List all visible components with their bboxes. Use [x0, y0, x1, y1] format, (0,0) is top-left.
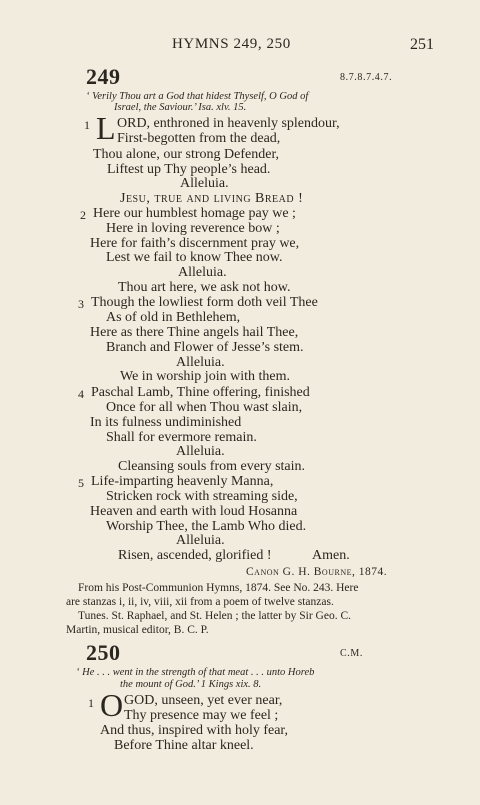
- verse-line: Alleluia.: [176, 355, 225, 370]
- verse-line: Here our humblest homage pay we ;: [93, 206, 296, 221]
- verse-line: Before Thine altar kneel.: [114, 738, 254, 753]
- verse-line: And thus, inspired with holy fear,: [100, 723, 289, 738]
- stanza-number: 1: [84, 118, 90, 132]
- verse-line: We in worship join with them.: [120, 369, 290, 384]
- hymn-249-epigraph-line: Israel, the Saviour.’ Isa. xlv. 15.: [114, 102, 247, 113]
- hymn-249-note-line: From his Post-Communion Hymns, 1874. See No. 243. Here: [78, 582, 359, 594]
- verse-line: Thou art here, we ask not how.: [118, 280, 291, 295]
- verse-line: Once for all when Thou wast slain,: [106, 400, 303, 415]
- verse-line: Jesu, true and living Bread !: [120, 191, 304, 206]
- hymn-250-meter: C.M.: [340, 648, 363, 659]
- verse-line: Here in loving reverence bow ;: [106, 221, 280, 236]
- verse-line: Liftest up Thy people’s head.: [107, 162, 271, 177]
- verse-line: Life-imparting heavenly Manna,: [91, 474, 274, 489]
- verse-line: Worship Thee, the Lamb Who died.: [106, 519, 307, 534]
- verse-line: Thou alone, our strong Defender,: [93, 147, 280, 162]
- running-header: HYMNS 249, 250: [172, 36, 291, 52]
- verse-line: Cleansing souls from every stain.: [118, 459, 306, 474]
- hymn-number-250: 250: [86, 640, 121, 665]
- verse-line: Paschal Lamb, Thine offering, finished: [91, 385, 310, 400]
- stanza-number: 1: [88, 696, 94, 710]
- hymn-249-note-line: Tunes. St. Raphael, and St. Helen ; the latter by Sir Geo. C.: [78, 610, 351, 622]
- stanza-number: 4: [78, 387, 84, 401]
- stanza-number: 5: [78, 476, 84, 490]
- verse-line: Though the lowliest form doth veil Thee: [91, 295, 318, 310]
- hymn-249-note-line: are stanzas i, ii, iv, viii, xii from a poem of twelve stanzas.: [66, 596, 334, 608]
- verse-line: Alleluia.: [178, 265, 227, 280]
- hymn-250-epigraph-line: the mount of God.’ 1 Kings xix. 8.: [120, 679, 262, 690]
- drop-cap-letter: L: [96, 110, 116, 146]
- verse-line: First-begotten from the dead,: [117, 131, 281, 146]
- verse-line: ORD, enthroned in heavenly splendour,: [117, 116, 340, 131]
- verse-line: GOD, unseen, yet ever near,: [124, 693, 283, 708]
- hymn-250-epigraph-line: ‘ He . . . went in the strength of that meat . . . unto Horeb: [76, 667, 315, 678]
- hymn-249-note-line: Martin, musical editor, B. C. P.: [66, 624, 209, 636]
- verse-line: Here as there Thine angels hail Thee,: [90, 325, 299, 340]
- verse-line: Stricken rock with streaming side,: [106, 489, 298, 504]
- drop-cap-letter: O: [100, 687, 124, 723]
- hymn-249-meter: 8.7.8.7.4.7.: [340, 72, 393, 83]
- page-number: 251: [410, 36, 434, 53]
- verse-line: In its fulness undiminished: [90, 415, 242, 430]
- amen: Amen.: [312, 548, 350, 563]
- verse-line: Alleluia.: [180, 176, 229, 191]
- verse-line: As of old in Bethlehem,: [106, 310, 241, 325]
- verse-line: Alleluia.: [176, 444, 225, 459]
- author-attribution: Canon G. H. Bourne, 1874.: [246, 566, 388, 578]
- verse-line: Thy presence may we feel ;: [124, 708, 279, 723]
- verse-line: Shall for evermore remain.: [106, 430, 257, 445]
- hymn-number-249: 249: [86, 64, 121, 89]
- hymn-249-epigraph-line: ‘ Verily Thou art a God that hidest Thyself, O God of: [86, 91, 309, 102]
- stanza-number: 2: [80, 208, 86, 222]
- verse-line: Alleluia.: [176, 533, 225, 548]
- verse-line: Heaven and earth with loud Hosanna: [90, 504, 298, 519]
- stanza-number: 3: [78, 297, 84, 311]
- verse-line: Branch and Flower of Jesse’s stem.: [106, 340, 304, 355]
- verse-line: Risen, ascended, glorified !: [118, 548, 272, 563]
- verse-line: Here for faith’s discernment pray we,: [90, 236, 300, 251]
- verse-line: Lest we fail to know Thee now.: [106, 250, 283, 265]
